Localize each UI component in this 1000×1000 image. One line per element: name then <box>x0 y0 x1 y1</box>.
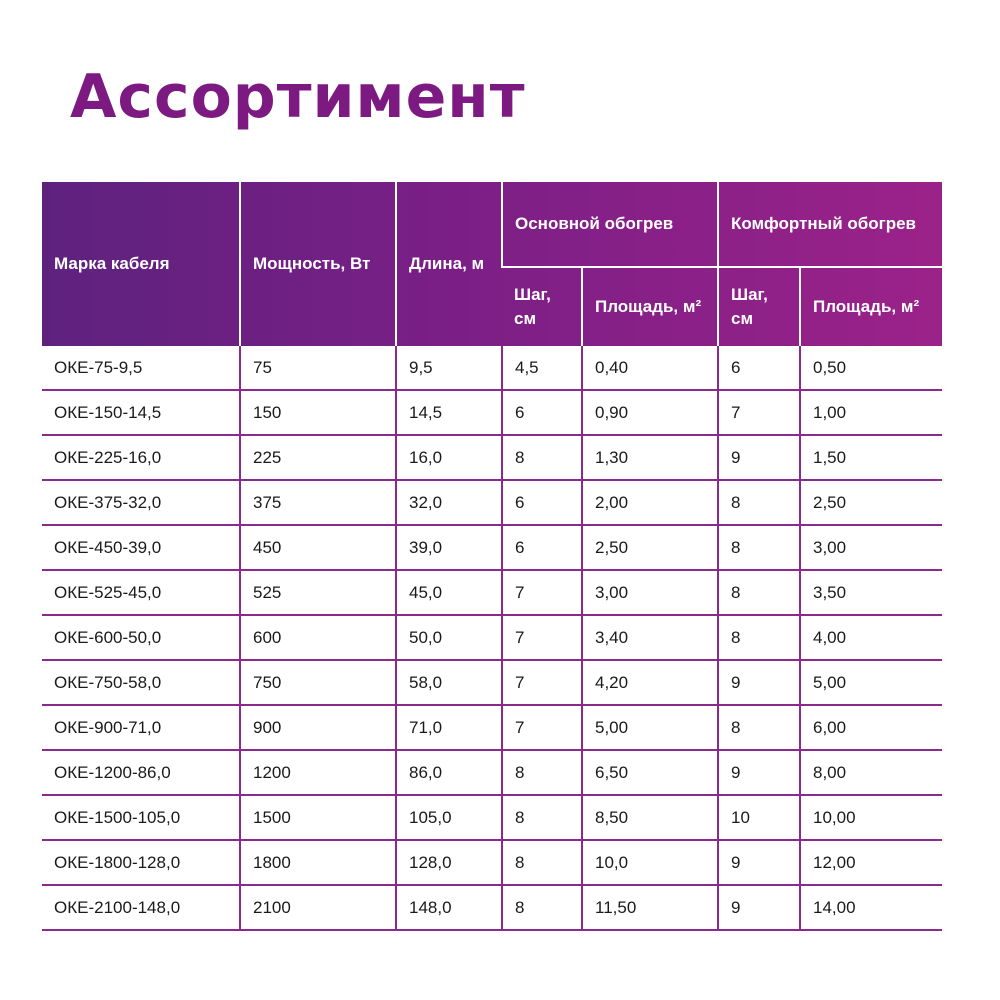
cell-comfort-area: 10,00 <box>800 795 942 840</box>
cell-comfort-area: 8,00 <box>800 750 942 795</box>
table-row <box>42 660 942 705</box>
cell-comfort-area: 0,50 <box>800 346 942 390</box>
page-title: Ассортимент <box>70 62 526 132</box>
cell-length: 39,0 <box>396 525 502 570</box>
cell-brand: ОКЕ-600-50,0 <box>42 615 240 660</box>
cell-power: 375 <box>240 480 396 525</box>
table-row <box>42 795 942 840</box>
cell-brand: ОКЕ-900-71,0 <box>42 705 240 750</box>
cell-comfort-step: 7 <box>718 390 800 435</box>
cell-main-step: 4,5 <box>502 346 582 390</box>
cell-comfort-area: 3,00 <box>800 525 942 570</box>
cell-brand: ОКЕ-750-58,0 <box>42 660 240 705</box>
cell-main-area: 8,50 <box>582 795 718 840</box>
cell-comfort-area: 1,00 <box>800 390 942 435</box>
table-row <box>42 390 942 435</box>
cell-length: 86,0 <box>396 750 502 795</box>
table-row <box>42 525 942 570</box>
cell-power: 1200 <box>240 750 396 795</box>
cell-main-step: 6 <box>502 390 582 435</box>
cell-length: 45,0 <box>396 570 502 615</box>
table-row <box>42 705 942 750</box>
cell-length: 128,0 <box>396 840 502 885</box>
cell-main-step: 8 <box>502 795 582 840</box>
cell-power: 600 <box>240 615 396 660</box>
cell-main-step: 8 <box>502 435 582 480</box>
cell-main-area: 5,00 <box>582 705 718 750</box>
cell-brand: ОКЕ-450-39,0 <box>42 525 240 570</box>
cell-comfort-area: 1,50 <box>800 435 942 480</box>
cell-comfort-step: 9 <box>718 840 800 885</box>
cell-main-area: 2,50 <box>582 525 718 570</box>
cell-length: 16,0 <box>396 435 502 480</box>
cell-main-step: 6 <box>502 525 582 570</box>
table-body <box>42 346 942 930</box>
cell-comfort-step: 8 <box>718 570 800 615</box>
header-comfort-step: Шаг, см <box>718 267 800 346</box>
cell-brand: ОКЕ-150-14,5 <box>42 390 240 435</box>
cell-power: 150 <box>240 390 396 435</box>
header-power: Мощность, Вт <box>240 182 396 346</box>
cell-main-area: 0,90 <box>582 390 718 435</box>
cell-power: 900 <box>240 705 396 750</box>
assortment-table-container <box>42 182 942 931</box>
cell-comfort-step: 6 <box>718 346 800 390</box>
cell-brand: ОКЕ-1800-128,0 <box>42 840 240 885</box>
cell-main-step: 8 <box>502 885 582 930</box>
cell-length: 14,5 <box>396 390 502 435</box>
cell-comfort-step: 9 <box>718 885 800 930</box>
cell-comfort-area: 2,50 <box>800 480 942 525</box>
cell-comfort-step: 9 <box>718 660 800 705</box>
table-row <box>42 615 942 660</box>
header-main-heating: Основной обогрев <box>502 182 718 267</box>
header-main-step: Шаг, см <box>514 285 551 328</box>
cell-main-area: 6,50 <box>582 750 718 795</box>
cell-main-area: 1,30 <box>582 435 718 480</box>
cell-main-area: 3,00 <box>582 570 718 615</box>
header-length: Длина, м <box>396 182 502 346</box>
table-row <box>42 480 942 525</box>
cell-comfort-area: 14,00 <box>800 885 942 930</box>
cell-main-area: 3,40 <box>582 615 718 660</box>
cell-brand: ОКЕ-1200-86,0 <box>42 750 240 795</box>
cell-main-step: 6 <box>502 480 582 525</box>
cell-length: 32,0 <box>396 480 502 525</box>
cell-brand: ОКЕ-525-45,0 <box>42 570 240 615</box>
header-brand: Марка кабеля <box>54 254 170 273</box>
cell-main-step: 8 <box>502 840 582 885</box>
table-header <box>42 182 942 346</box>
header-main-area: Площадь, м² <box>582 267 718 346</box>
cell-comfort-step: 9 <box>718 750 800 795</box>
header-comfort-heating: Комфортный обогрев <box>718 182 942 267</box>
cell-brand: ОКЕ-375-32,0 <box>42 480 240 525</box>
cell-comfort-step: 9 <box>718 435 800 480</box>
cell-power: 225 <box>240 435 396 480</box>
cell-power: 750 <box>240 660 396 705</box>
table-row <box>42 435 942 480</box>
cell-power: 1800 <box>240 840 396 885</box>
cell-length: 71,0 <box>396 705 502 750</box>
table-row <box>42 840 942 885</box>
cell-comfort-area: 6,00 <box>800 705 942 750</box>
cell-brand: ОКЕ-225-16,0 <box>42 435 240 480</box>
cell-comfort-area: 4,00 <box>800 615 942 660</box>
cell-comfort-area: 3,50 <box>800 570 942 615</box>
cell-brand: ОКЕ-1500-105,0 <box>42 795 240 840</box>
cell-comfort-step: 8 <box>718 525 800 570</box>
cell-main-area: 2,00 <box>582 480 718 525</box>
cell-length: 105,0 <box>396 795 502 840</box>
cell-length: 148,0 <box>396 885 502 930</box>
cell-length: 58,0 <box>396 660 502 705</box>
cell-comfort-area: 5,00 <box>800 660 942 705</box>
cell-comfort-step: 8 <box>718 615 800 660</box>
table-row <box>42 885 942 930</box>
cell-comfort-step: 8 <box>718 480 800 525</box>
cell-main-step: 7 <box>502 705 582 750</box>
table-row <box>42 346 942 390</box>
cell-length: 9,5 <box>396 346 502 390</box>
cell-main-step: 8 <box>502 750 582 795</box>
cell-power: 2100 <box>240 885 396 930</box>
header-comfort-area: Площадь, м² <box>800 267 942 346</box>
cell-power: 1500 <box>240 795 396 840</box>
cell-power: 450 <box>240 525 396 570</box>
cell-brand: ОКЕ-75-9,5 <box>42 346 240 390</box>
cell-main-step: 7 <box>502 615 582 660</box>
cell-main-step: 7 <box>502 660 582 705</box>
cell-main-area: 4,20 <box>582 660 718 705</box>
cell-brand: ОКЕ-2100-148,0 <box>42 885 240 930</box>
cell-length: 50,0 <box>396 615 502 660</box>
cell-comfort-area: 12,00 <box>800 840 942 885</box>
cell-comfort-step: 10 <box>718 795 800 840</box>
cell-power: 75 <box>240 346 396 390</box>
assortment-table <box>42 182 942 931</box>
cell-main-step: 7 <box>502 570 582 615</box>
table-row <box>42 570 942 615</box>
cell-main-area: 0,40 <box>582 346 718 390</box>
cell-main-area: 11,50 <box>582 885 718 930</box>
table-row <box>42 750 942 795</box>
cell-comfort-step: 8 <box>718 705 800 750</box>
cell-power: 525 <box>240 570 396 615</box>
cell-main-area: 10,0 <box>582 840 718 885</box>
